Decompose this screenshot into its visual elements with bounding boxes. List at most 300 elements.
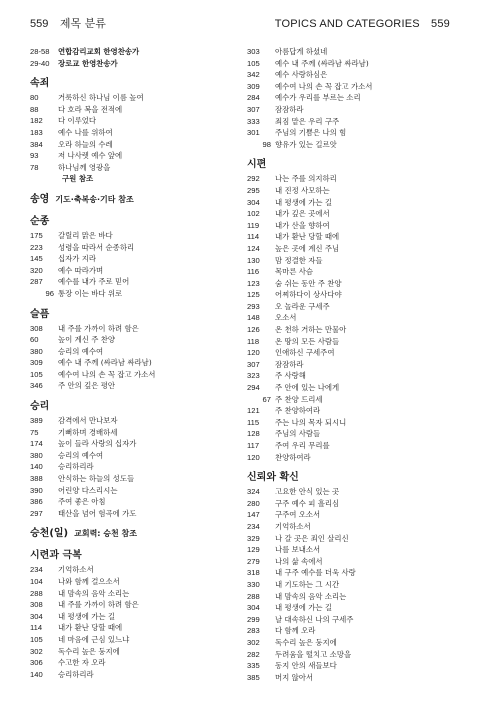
hymn-entry: [247, 544, 447, 556]
hymn-number: 145: [30, 254, 43, 264]
hymn-title: 주 안의 깊은 평안: [58, 381, 116, 391]
category-title: 승천(일): [30, 528, 69, 540]
hymn-title: 다 함께 오라: [275, 626, 316, 636]
hymn-title: 주 찬양 드리세: [275, 394, 323, 404]
hymn-title: 주는 나의 목자 되시니: [275, 417, 347, 427]
hymn-entry: [247, 567, 447, 579]
hymn-entry: [30, 669, 230, 681]
hymn-number: 120: [247, 452, 260, 462]
hymn-title: 내 맘속의 음악 소리는: [275, 591, 347, 601]
hymn-entry: [247, 417, 447, 429]
hymn-title: 기억하소서: [58, 565, 94, 575]
page-title-english: TOPICS AND CATEGORIES: [274, 18, 420, 30]
hymn-title: 내 평생에 가는 길: [58, 611, 116, 621]
hymn-title: 나 갈 곳은 죄인 살리신: [275, 533, 349, 543]
hymn-title: 주여 우리 무리를: [275, 441, 330, 450]
hymn-number: 234: [30, 565, 43, 575]
hymn-entry: [247, 312, 447, 324]
hymn-entry: [247, 243, 447, 255]
hymn-entry: [247, 116, 447, 128]
hymn-entry: [247, 220, 447, 232]
hymn-number: 284: [247, 93, 260, 103]
hymn-entry: [247, 185, 447, 197]
page-number-left: 559: [30, 18, 49, 30]
hymn-entry: [30, 242, 230, 254]
hymn-entry: [247, 359, 447, 371]
hymn-entry: [30, 485, 230, 497]
hymn-number: 335: [247, 661, 260, 671]
hymn-number: 320: [30, 265, 43, 275]
hymn-title: 안식하는 하늘의 성도들: [58, 474, 135, 484]
hymn-entry: [247, 127, 447, 139]
hymn-number: 306: [30, 658, 43, 668]
hymn-entry: [30, 427, 230, 439]
hymn-number: 288: [247, 591, 260, 601]
hymn-entry: [247, 289, 447, 301]
hymn-title: 향유가 있는 길르앗: [275, 139, 337, 149]
hymn-number: 121: [247, 406, 260, 416]
hymn-entry: [247, 81, 447, 93]
hymn-title: 높은 곳에 계신 주님: [275, 243, 340, 253]
hymn-title: 주 안에 있는 나에게: [275, 383, 340, 393]
hymn-title: 주여 좋은 아침: [58, 497, 106, 507]
hymn-entry: [30, 150, 230, 162]
hymn-title: 높이 들라 사랑의 십자가: [58, 439, 137, 449]
hymn-entry: [30, 634, 230, 646]
hymn-title: 온 땅의 모든 사람들: [275, 336, 340, 346]
hymn-number: 147: [247, 510, 260, 520]
hymn-title: 날 대속하신 나의 구세주: [275, 614, 354, 624]
hymn-entry: [247, 486, 447, 498]
hymn-entry: [30, 265, 230, 277]
hymn-number: 105: [247, 58, 260, 68]
hymn-number: 128: [247, 429, 260, 439]
hymn-number: 294: [247, 383, 260, 393]
hymn-entry: [247, 649, 447, 661]
hymn-title: 승리하리라: [58, 462, 94, 472]
hymn-number: 282: [247, 649, 260, 659]
hymn-entry: [30, 657, 230, 669]
hymn-entry: [247, 394, 447, 406]
hymn-number: 307: [247, 359, 260, 369]
hymn-entry: [247, 266, 447, 278]
hymn-number: 96: [45, 288, 54, 298]
hymn-title: 기뻐하며 경배하세: [58, 427, 118, 437]
page-header-right: [275, 16, 450, 32]
hymn-title: 구주여 오소서: [275, 510, 321, 520]
hymn-number: 75: [30, 427, 39, 437]
hymn-number: 140: [30, 462, 43, 472]
hymn-title: 오라 하늘의 수레: [58, 139, 113, 149]
hymn-number: 174: [30, 439, 43, 449]
hymn-entry: [247, 208, 447, 220]
hymn-number: 299: [247, 614, 260, 624]
hymn-number: 234: [247, 521, 260, 531]
hymn-number: 307: [247, 104, 260, 114]
hymn-entry: [247, 347, 447, 359]
hymn-title: 오소서: [275, 313, 297, 323]
hymn-title: 갈릴리 맑은 바다: [58, 230, 113, 240]
hymn-number: 98: [262, 139, 271, 149]
hymn-title: 숨 쉬는 동안 주 찬양: [275, 278, 342, 288]
hymn-title: 다 호라 복을 전적에: [58, 104, 123, 114]
category-heading: [30, 193, 230, 207]
hymn-title: 예수가 우리를 부르는 소리: [275, 93, 361, 103]
page-title-korean: 제목 분류: [59, 17, 106, 30]
hymn-title: 잠잠하라: [275, 104, 304, 114]
hymn-entry: [247, 92, 447, 104]
hymn-entry: [30, 276, 230, 288]
hymn-entry: [247, 521, 447, 533]
hymn-entry: [247, 440, 447, 452]
hymn-entry: [30, 611, 230, 623]
hymn-entry: [247, 637, 447, 649]
hymn-number: 308: [30, 600, 43, 610]
hymn-title: 고요한 안식 있는 곳: [275, 487, 340, 497]
hymn-title: 연합감리교회 한영찬송가: [58, 47, 140, 56]
hymn-number: 29-40: [30, 58, 50, 68]
hymn-title: 승리하리라: [58, 669, 94, 679]
hymn-entry: [30, 104, 230, 116]
hymn-number: 114: [30, 623, 43, 633]
hymn-entry: [247, 602, 447, 614]
hymn-entry: [30, 288, 230, 300]
hymn-number: 117: [247, 441, 260, 450]
hymn-number: 129: [247, 545, 260, 555]
hymn-number: 295: [247, 185, 260, 195]
hymn-number: 283: [247, 626, 260, 636]
hymn-number: 389: [30, 416, 43, 426]
hymn-title: 맘 정결한 자들: [275, 255, 323, 265]
hymn-number: 223: [30, 242, 43, 252]
hymn-title: 주 사랑해: [275, 371, 306, 381]
index-column-right: [247, 46, 447, 683]
hymn-title: 내가 환난 당할 때에: [58, 623, 123, 633]
hymn-number: 386: [30, 497, 43, 507]
hymn-title: 내 맘속의 음악 소리는: [58, 588, 130, 598]
hymn-entry: [30, 461, 230, 473]
hymn-title: 오 놀라운 구세주: [275, 301, 330, 311]
hymn-number: 301: [247, 128, 260, 138]
hymn-number: 309: [247, 81, 260, 91]
hymn-number: 124: [247, 243, 260, 253]
hymn-entry: [247, 660, 447, 672]
hymn-title: 어린양 다스리시는: [58, 485, 118, 495]
hymn-number: 302: [30, 646, 43, 656]
hymn-title: 성령을 따라서 순종하리: [58, 242, 135, 252]
hymn-number: 175: [30, 230, 43, 240]
hymn-number: 182: [30, 116, 43, 126]
hymn-entry: [30, 357, 230, 369]
hymn-number: 105: [30, 369, 43, 379]
hymn-title: 예수여 나의 손 꼭 잡고 가소서: [58, 369, 156, 379]
hymn-number: 293: [247, 301, 260, 311]
hymn-entry: [30, 496, 230, 508]
hymn-title: 머지 않아서: [275, 672, 314, 682]
hymn-number: 140: [30, 669, 43, 679]
hymn-title: 내 주를 가까이 하려 함은: [58, 600, 139, 610]
hymn-entry: [247, 382, 447, 394]
hymn-number: 304: [247, 603, 260, 613]
hymn-number: 123: [247, 278, 260, 288]
hymn-entry: [247, 428, 447, 440]
hymn-title: 주님의 기쁨은 나의 힘: [275, 128, 347, 138]
hymn-entry: [30, 622, 230, 634]
category-title: 속죄: [30, 78, 50, 90]
hymn-number: 88: [30, 104, 39, 114]
hymn-number: 380: [30, 346, 43, 356]
hymn-title: 다 이루었다: [58, 116, 97, 126]
hymn-title: 기억하소서: [275, 521, 311, 531]
hymn-number: 302: [247, 637, 260, 647]
hymn-entry: [30, 646, 230, 658]
category-title: 승리: [30, 401, 50, 413]
category-title: 슬픔: [30, 308, 50, 320]
hymn-entry: [30, 380, 230, 392]
category-heading: [30, 308, 230, 322]
category-heading: [30, 77, 230, 91]
hymn-title: 예수 내 주께 (싸라남 싸라남): [275, 58, 369, 68]
hymn-number: 385: [247, 672, 260, 682]
hymn-entry: [30, 92, 230, 104]
hymn-title: 내 진정 사모하는: [275, 185, 330, 195]
hymn-entry: [247, 69, 447, 81]
hymn-number: 309: [30, 358, 43, 368]
hymn-entry: [30, 346, 230, 358]
category-heading: [247, 471, 447, 485]
hymn-title: 내가 깊은 곳에서: [275, 209, 330, 219]
hymn-title: 통장 이는 바다 위로: [58, 288, 123, 298]
hymn-title: 잠잠하라: [275, 359, 304, 369]
indent-spacer: [30, 173, 58, 185]
hymn-title: 내 평생에 가는 길: [275, 603, 333, 613]
hymn-title: 예수여 나의 손 꼭 잡고 가소서: [275, 81, 373, 91]
hymn-entry: [30, 473, 230, 485]
hymn-number: 116: [247, 267, 260, 277]
category-heading: [30, 400, 230, 414]
hymn-entry: [247, 556, 447, 568]
hymn-title: 나를 보내소서: [275, 545, 321, 555]
hymn-entry: [247, 324, 447, 336]
hymn-number: 183: [30, 127, 43, 137]
hymn-title: 십자가 지라: [58, 254, 97, 264]
hymn-title: 내가 산을 향하여: [275, 220, 330, 230]
hymn-number: 333: [247, 116, 260, 126]
category-heading: [247, 158, 447, 172]
hymn-title: 주 찬양하여라: [275, 406, 321, 416]
category-title: 시편: [247, 159, 267, 171]
hymn-number: 380: [30, 450, 43, 460]
hymn-entry: [247, 591, 447, 603]
hymn-title: 나와 함께 걸으소서: [58, 577, 120, 586]
hymn-entry: [247, 370, 447, 382]
hymn-number: 80: [30, 93, 39, 103]
hymn-entry: [247, 278, 447, 290]
hymn-entry: [247, 672, 447, 684]
hymn-title: 내 기도하는 그 시간: [275, 579, 340, 589]
hymn-entry: [30, 46, 230, 58]
hymn-title: 온 천하 거하는 만물아: [275, 325, 347, 335]
hymn-number: 28-58: [30, 47, 50, 56]
hymn-entry: [247, 336, 447, 348]
cross-reference-note: [30, 173, 230, 185]
hymn-entry: [30, 323, 230, 335]
hymn-title: 예수 따라가며: [58, 265, 104, 275]
hymn-title: 예수 나를 위하여: [58, 127, 113, 137]
hymn-number: 297: [30, 508, 43, 518]
hymn-entry: [247, 173, 447, 185]
hymn-entry: [30, 508, 230, 520]
hymn-title: 장로교 한영찬송가: [58, 58, 118, 68]
hymn-number: 384: [30, 139, 43, 149]
hymn-entry: [30, 253, 230, 265]
category-title: 신뢰와 확신: [247, 472, 299, 484]
category-heading: [30, 215, 230, 229]
hymn-entry: [247, 197, 447, 209]
hymn-title: 동지 안의 새들보다: [275, 661, 337, 671]
hymn-title: 네 마음에 근심 있느냐: [58, 634, 130, 644]
hymn-entry: [30, 438, 230, 450]
hymn-number: 60: [30, 335, 39, 345]
hymn-entry: [30, 230, 230, 242]
hymn-title: 내 구주 예수를 더욱 사랑: [275, 568, 356, 578]
hymn-title: 독수리 높은 둥지에: [275, 637, 337, 647]
hymn-entry: [30, 588, 230, 600]
hymn-number: 346: [30, 381, 43, 391]
hymn-entry: [30, 334, 230, 346]
hymn-title: 인애하신 구세주여: [275, 348, 335, 358]
hymn-number: 330: [247, 579, 260, 589]
hymn-title: 높이 계신 주 찬양: [58, 335, 116, 345]
hymn-entry: [30, 415, 230, 427]
hymn-number: 280: [247, 498, 260, 508]
hymn-entry: [30, 450, 230, 462]
hymn-entry: [247, 498, 447, 510]
hymn-number: 120: [247, 348, 260, 358]
hymn-entry: [30, 369, 230, 381]
hymn-title: 두려움을 떨치고 소망을: [275, 649, 352, 659]
hymn-number: 324: [247, 487, 260, 497]
page-number-right: 559: [431, 18, 450, 30]
hymn-number: 303: [247, 47, 260, 56]
hymn-entry: [30, 599, 230, 611]
hymn-number: 318: [247, 568, 260, 578]
hymn-number: 67: [262, 394, 271, 404]
hymn-number: 323: [247, 371, 260, 381]
hymn-number: 288: [30, 588, 43, 598]
hymn-title: 내 주를 가까이 하려 함은: [58, 323, 139, 333]
hymn-number: 102: [247, 209, 260, 219]
hymn-title: 내 평생에 가는 길: [275, 197, 333, 207]
hymn-title: 수고한 자 오라: [58, 658, 106, 668]
hymn-entry: [30, 58, 230, 70]
hymn-number: 304: [30, 611, 43, 621]
hymn-entry: [247, 452, 447, 464]
hymn-number: 93: [30, 151, 39, 161]
hymn-title: 거룩하신 하나님 이름 높여: [58, 93, 144, 103]
hymn-number: 114: [247, 232, 260, 242]
hymn-entry: [30, 576, 230, 588]
hymn-number: 308: [30, 323, 43, 333]
hymn-title: 주님의 사람들: [275, 429, 321, 439]
hymn-title: 감격에서 만나보자: [58, 416, 118, 426]
category-title: 송영: [30, 193, 50, 205]
hymn-entry: [247, 509, 447, 521]
cross-reference-text: 구원 참조: [62, 174, 94, 184]
hymn-title: 하나님께 영광을: [58, 162, 111, 172]
hymn-number: 118: [247, 336, 260, 346]
hymn-entry: [30, 115, 230, 127]
hymn-title: 구주 예수 피 흘리심: [275, 498, 340, 508]
hymn-title: 아름답게 하셨네: [275, 47, 328, 56]
hymn-entry: [247, 405, 447, 417]
hymn-number: 104: [30, 577, 43, 586]
hymn-entry: [247, 533, 447, 545]
hymn-entry: [247, 58, 447, 70]
hymn-title: 나의 삶 속에서: [275, 556, 323, 566]
hymn-title: 어찌하다이 상사다야: [275, 290, 342, 300]
hymn-entry: [247, 46, 447, 58]
category-heading: [30, 527, 230, 541]
hymn-title: 예수 사랑하심은: [275, 70, 328, 80]
hymn-number: 342: [247, 70, 260, 80]
category-title: 순종: [30, 215, 50, 227]
hymn-entry: [247, 579, 447, 591]
hymn-number: 287: [30, 277, 43, 287]
hymn-title: 나는 주를 의지하리: [275, 174, 337, 184]
hymn-title: 승리의 예수여: [58, 346, 104, 356]
hymn-entry: [247, 625, 447, 637]
hymn-title: 독수리 높은 둥지에: [58, 646, 120, 656]
page-header-left: [30, 16, 106, 32]
hymn-number: 78: [30, 162, 39, 172]
hymn-number: 105: [30, 634, 43, 644]
hymn-entry: [247, 255, 447, 267]
hymn-title: 저 나사렛 예수 앞에: [58, 151, 123, 161]
hymn-entry: [30, 127, 230, 139]
hymn-entry: [247, 231, 447, 243]
hymn-entry: [247, 301, 447, 313]
hymn-number: 115: [247, 417, 260, 427]
category-cross-reference: 교회력: 승천 참조: [74, 529, 137, 539]
hymn-number: 279: [247, 556, 260, 566]
hymn-number: 304: [247, 197, 260, 207]
hymn-title: 찬양하여라: [275, 452, 311, 462]
hymn-entry: [247, 104, 447, 116]
hymn-number: 292: [247, 174, 260, 184]
hymn-number: 148: [247, 313, 260, 323]
hymn-title: 죄짐 맡은 우리 구주: [275, 116, 340, 126]
hymn-entry: [247, 614, 447, 626]
hymn-number: 390: [30, 485, 43, 495]
hymn-title: 승리의 예수여: [58, 450, 104, 460]
hymn-title: 태산을 넘어 험곡에 가도: [58, 508, 137, 518]
category-cross-reference: 기도·축복송·기타 참조: [55, 194, 134, 204]
hymn-number: 126: [247, 325, 260, 335]
hymn-title: 예수를 내가 주로 믿어: [58, 277, 130, 287]
hymn-number: 388: [30, 474, 43, 484]
index-column-left: [30, 46, 230, 680]
hymn-title: 내가 환난 당할 때에: [275, 232, 340, 242]
hymn-title: 목마른 사슴: [275, 267, 314, 277]
hymn-entry: [247, 139, 447, 151]
category-heading: [30, 549, 230, 563]
category-title: 시련과 극복: [30, 550, 82, 562]
hymn-number: 130: [247, 255, 260, 265]
hymn-entry: [30, 564, 230, 576]
hymn-entry: [30, 139, 230, 151]
hymn-number: 329: [247, 533, 260, 543]
